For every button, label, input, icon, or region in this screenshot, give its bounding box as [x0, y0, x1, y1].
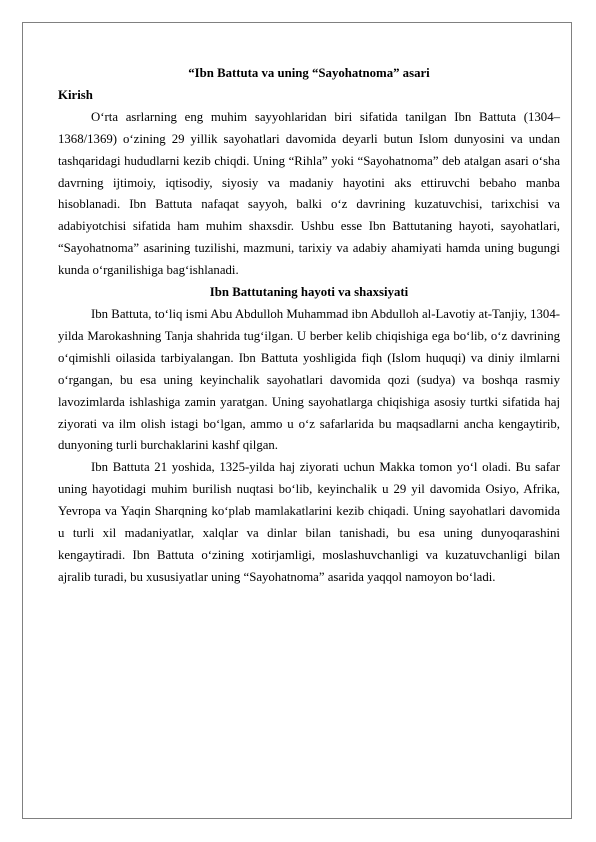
section-heading-kirish: Kirish [58, 87, 93, 102]
section-heading-life: Ibn Battutaning hayoti va shaxsiyati [209, 285, 409, 300]
paragraph-life-2: Ibn Battuta 21 yoshida, 1325-yilda haj ziyorati uchun Makka tomon yo‘l oladi. Bu safar uning hayotidagi muhim burilish nuqtasi bo‘lib, keyinchalik u 29 yil davomida Osiyo, Afrika, Yevropa va Yaqin Sharqning ko‘plab mamlakatlarini kezib chiqadi. Uning sayohatlari davomida u turli xil madaniyatlar, xalqlar va dinlar bilan tanishadi, bu esa uning dunyoqarashini kengaytiradi. Ibn Battuta o‘zining xotirjamligi, moslashuvchanligi va kuzatuvchanligi bilan ajralib turadi, bu xususiyatlar uning “Sayohatnoma” asarida yaqqol namoyon bo‘ladi. [58, 460, 560, 584]
paragraph-intro: O‘rta asrlarning eng muhim sayyohlaridan biri sifatida tanilgan Ibn Battuta (1304–1368/1369) o‘zining 29 yillik sayohatlari davomida deyarli butun Islom dunyosini va undan tashqaridagi hududlarni kezib chiqdi. Uning “Rihla” yoki “Sayohatnoma” deb atalgan asari o‘sha davrning ijtimoiy, iqtisodiy, siyosiy va madaniy hayotini aks ettiruvchi bebaho manba hisoblanadi. Ibn Battuta nafaqat sayyoh, balki o‘z davrining kuzatuvchisi, tarixchisi va adabiyotchisi sifatida ham muhim shaxsdir. Ushbu esse Ibn Battutaning hayoti, sayohatlari, “Sayohatnoma” asarining tuzilishi, mazmuni, tarixiy va adabiy ahamiyati hamda uning bugungi kunda o‘rganilishiga bag‘ishlanadi. [58, 109, 560, 278]
paragraph-life-1: Ibn Battuta, to‘liq ismi Abu Abdulloh Muhammad ibn Abdulloh al-Lavotiy at-Tanjiy, 1304-yilda Marokashning Tanja shahrida tug‘ilgan. U berber kelib chiqishiga ega bo‘lib, o‘z davrining o‘qimishli oilasida tarbiyalangan. Ibn Battuta yoshligida fiqh (Islom huquqi) va diniy ilmlarni o‘rgangan, bu esa uning keyinchalik sayohatlari davomida qozi (sudya) va boshqa rasmiy lavozimlarda ishlashiga zamin yaratgan. Uning sayohatlarga chiqishiga asosiy turtki sifatida haj ziyorati va ilm olish istagi bo‘lgan, ammo u o‘z safarlarida bu maqsadlarni ancha kengaytirib, dunyoning turli burchaklarini kashf qilgan. [58, 306, 560, 453]
document-body [58, 63, 560, 589]
document-title: “Ibn Battuta va uning “Sayohatnoma” asari [188, 66, 430, 80]
